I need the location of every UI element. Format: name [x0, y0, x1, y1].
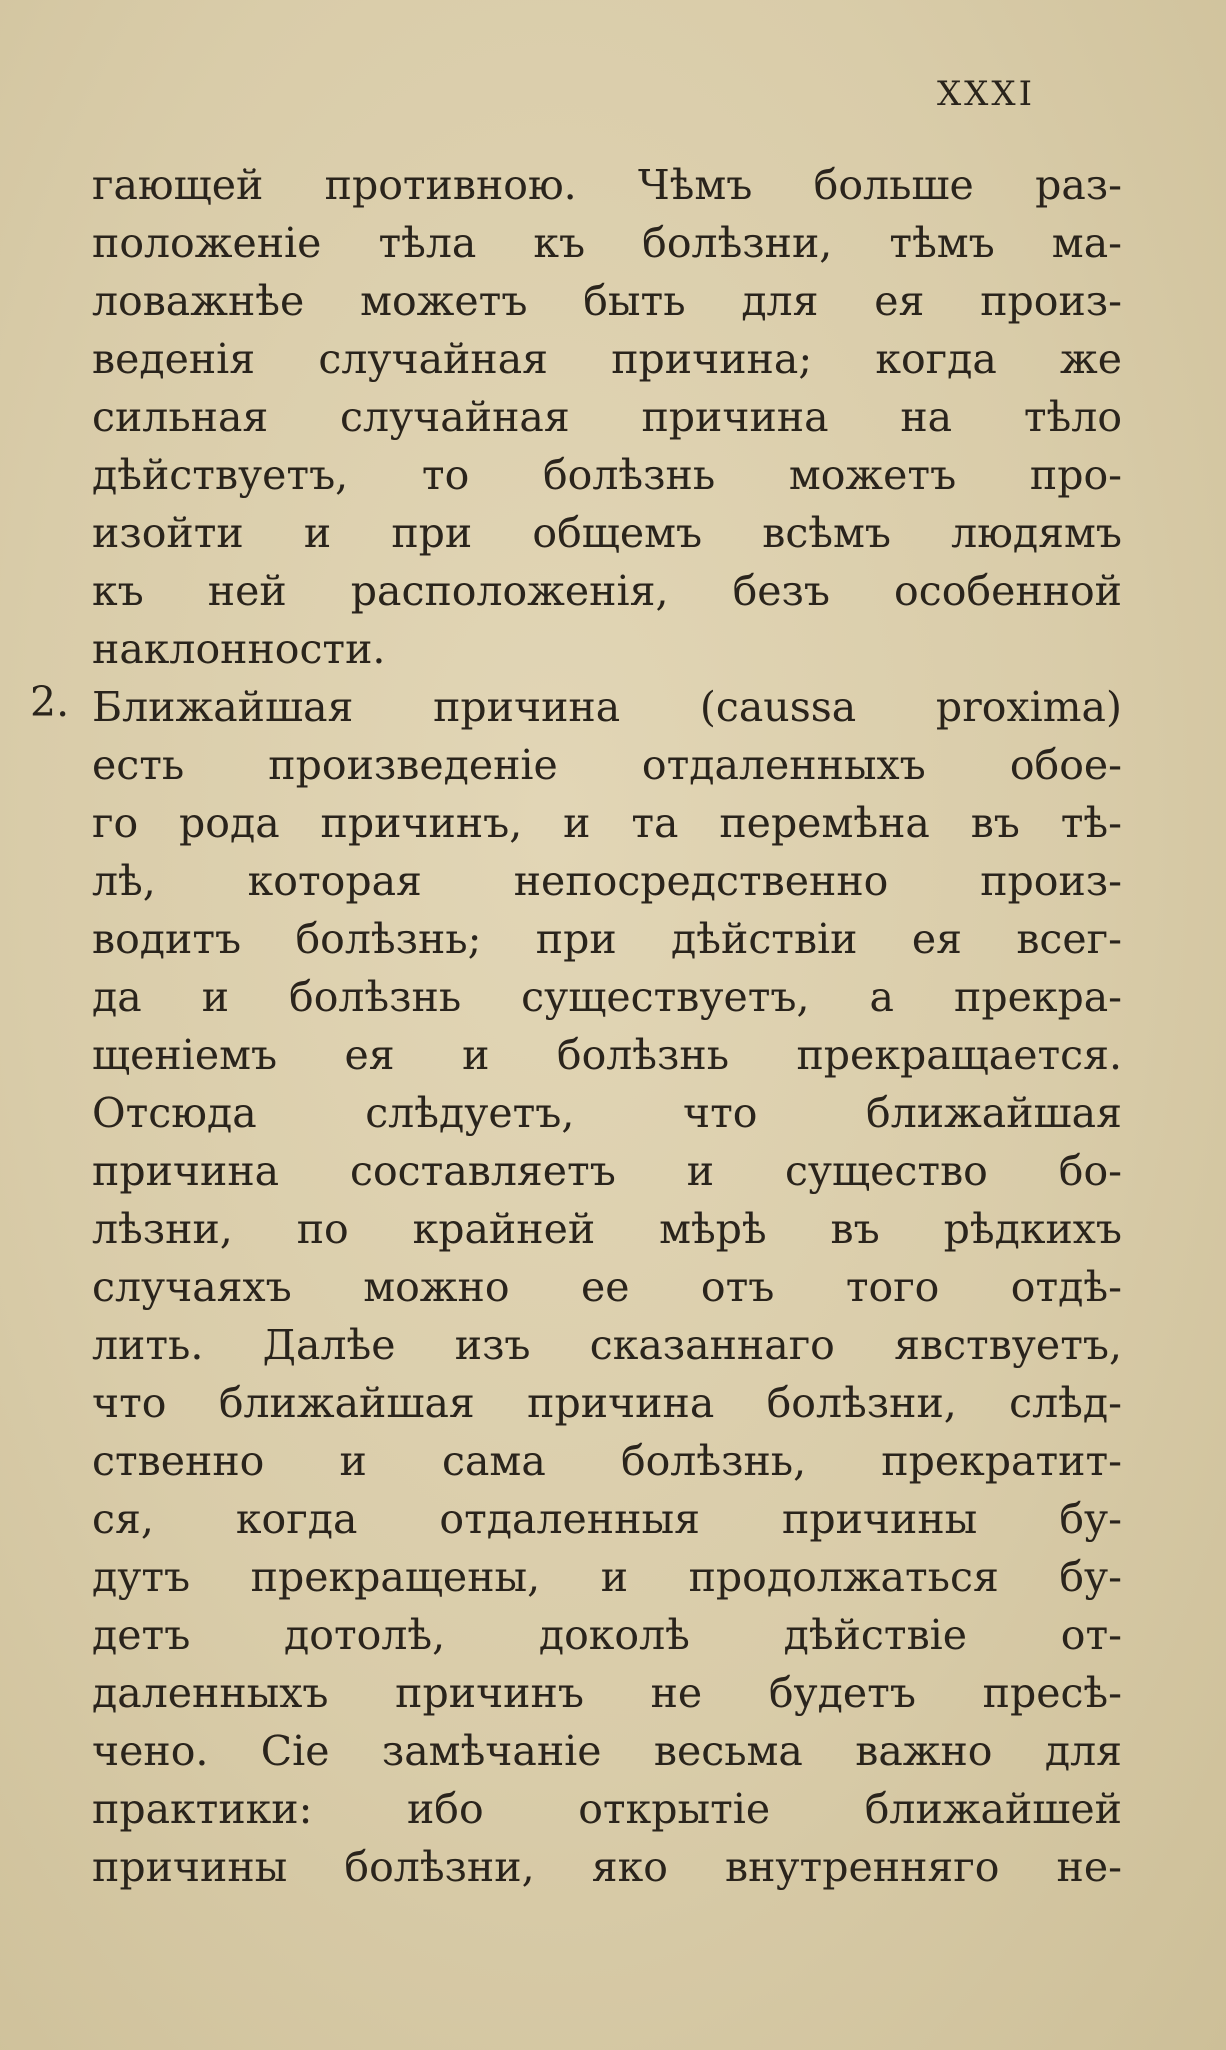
text-line: Отсюда слѣдуетъ, что ближайшая [92, 1089, 1122, 1137]
text-line: лѣзни, по крайней мѣрѣ въ рѣдкихъ [92, 1205, 1122, 1253]
text-line: Ближайшая причина (caussa proxima) [92, 683, 1122, 731]
text-line: гающей противною. Чѣмъ больше раз- [92, 161, 1122, 209]
text-line: причина составляетъ и существо бо- [92, 1147, 1122, 1195]
text-line: щенiемъ ея и болѣзнь прекращается. [92, 1031, 1122, 1079]
text-line: положенiе тѣла къ болѣзни, тѣмъ ма- [92, 219, 1122, 267]
text-line: дѣйствуетъ, то болѣзнь можетъ про- [92, 451, 1122, 499]
text-line: го рода причинъ, и та перемѣна въ тѣ- [92, 799, 1122, 847]
text-line: даленныхъ причинъ не будетъ пресѣ- [92, 1669, 1122, 1717]
text-line: дутъ прекращены, и продолжаться бу- [92, 1553, 1122, 1601]
text-line: случаяхъ можно ее отъ того отдѣ- [92, 1263, 1122, 1311]
text-line: ловажнѣе можетъ быть для ея произ- [92, 277, 1122, 325]
text-line: детъ дотолѣ, доколѣ дѣйствiе от- [92, 1611, 1122, 1659]
page-number: XXXI [936, 74, 1035, 114]
text-line: да и болѣзнь существуетъ, а прекра- [92, 973, 1122, 1021]
text-line: ственно и сама болѣзнь, прекратит- [92, 1437, 1122, 1485]
text-line: наклонности. [92, 625, 386, 673]
text-line: есть произведенiе отдаленныхъ обое- [92, 741, 1122, 789]
numbered-line [30, 678, 1122, 736]
text-line: сильная случайная причина на тѣло [92, 393, 1122, 441]
text-line: лить. Далѣе изъ сказаннаго явствуетъ, [92, 1321, 1122, 1369]
body-text [30, 156, 1122, 1896]
paragraph-1 [92, 156, 1122, 678]
text-line: водитъ болѣзнь; при дѣйствiи ея всег- [92, 915, 1122, 963]
text-line: къ ней расположенiя, безъ особенной [92, 567, 1122, 615]
text-line: веденiя случайная причина; когда же [92, 335, 1122, 383]
text-line: практики: ибо открытiе ближайшей [92, 1785, 1122, 1833]
text-line: что ближайшая причина болѣзни, слѣд- [92, 1379, 1122, 1427]
text-line: причины болѣзни, яко внутренняго не- [92, 1843, 1122, 1891]
text-line: изойти и при общемъ всѣмъ людямъ [92, 509, 1122, 557]
paragraph-2 [30, 678, 1122, 1896]
item-number: 2. [30, 678, 70, 726]
text-line: ся, когда отдаленныя причины бу- [92, 1495, 1122, 1543]
text-line: лѣ, которая непосредственно произ- [92, 857, 1122, 905]
text-line: чено. Сiе замѣчанiе весьма важно для [92, 1727, 1122, 1775]
